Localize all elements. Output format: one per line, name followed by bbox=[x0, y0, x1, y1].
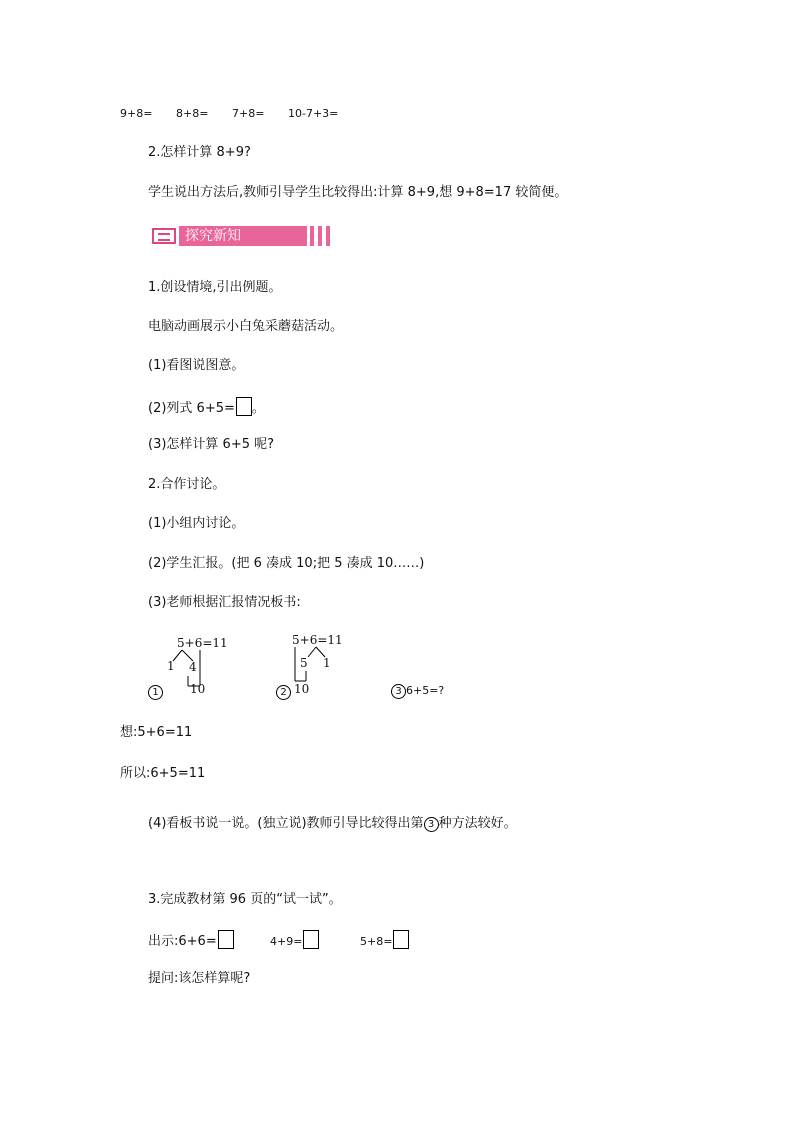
para-8: (2)学生汇报。(把 6 凑成 10;把 5 凑成 10……) bbox=[148, 556, 425, 571]
exercise-3: 7+8= bbox=[232, 107, 265, 120]
banner-stripe bbox=[310, 226, 314, 246]
para-12: 提问:该怎样算呢? bbox=[148, 971, 251, 986]
para-9: (3)老师根据汇报情况板书: bbox=[148, 595, 301, 610]
show-item-3: 5+8= bbox=[360, 935, 393, 948]
para-10-text: (4)看板书说一说。(独立说)教师引导比较得出第 bbox=[148, 816, 424, 831]
answer-box bbox=[218, 930, 234, 949]
diagram-2-part-b: 1 bbox=[323, 656, 331, 670]
q2-title: 2.怎样计算 8+9? bbox=[148, 145, 251, 160]
diagram-1-part-a: 1 bbox=[167, 659, 175, 673]
diagram-2-part-a: 5 bbox=[300, 656, 308, 670]
para-10-end: 种方法较好。 bbox=[438, 816, 517, 831]
exercise-4: 10-7+3= bbox=[288, 107, 339, 120]
para-1: 1.创设情境,引出例题。 bbox=[148, 280, 282, 295]
answer-box bbox=[393, 930, 409, 949]
exercise-1: 9+8= bbox=[120, 107, 153, 120]
para-6: 2.合作讨论。 bbox=[148, 477, 226, 492]
para-10-marker: 3 bbox=[424, 817, 439, 832]
show-item-2-wrap bbox=[270, 930, 319, 950]
q2-text: 学生说出方法后,教师引导学生比较得出:计算 8+9,想 9+8=17 较简便。 bbox=[148, 185, 568, 200]
think-line: 想:5+6=11 bbox=[120, 725, 193, 740]
show-item-3-wrap bbox=[360, 930, 409, 950]
section-number-icon bbox=[152, 228, 176, 244]
diagram-2-equation: 5+6=11 bbox=[292, 633, 343, 647]
show-line bbox=[148, 930, 234, 950]
diagram-2-sum: 10 bbox=[294, 682, 310, 696]
section-title: 探究新知 bbox=[185, 228, 241, 244]
diagram-1-equation: 5+6=11 bbox=[177, 636, 228, 650]
para-11: 3.完成教材第 96 页的“试一试”。 bbox=[148, 892, 342, 907]
para-5: (3)怎样计算 6+5 呢? bbox=[148, 437, 275, 452]
exercise-2: 8+8= bbox=[176, 107, 209, 120]
para-4 bbox=[148, 397, 265, 417]
diagram-1-part-b: 4 bbox=[189, 660, 197, 674]
para-3: (1)看图说图意。 bbox=[148, 358, 245, 373]
para-4-end: 。 bbox=[251, 401, 265, 416]
answer-box bbox=[236, 397, 252, 416]
diagram-3-text: 6+5=? bbox=[406, 684, 445, 697]
marker-2: 2 bbox=[276, 684, 291, 700]
para-10 bbox=[148, 816, 517, 832]
so-line: 所以:6+5=11 bbox=[120, 766, 206, 781]
marker-3: 3 bbox=[391, 684, 406, 699]
show-label: 出示: bbox=[148, 934, 179, 949]
show-item-2: 4+9= bbox=[270, 935, 303, 948]
answer-box bbox=[303, 930, 319, 949]
banner-stripe bbox=[326, 226, 330, 246]
section-title-bar bbox=[179, 226, 307, 246]
marker-1: 1 bbox=[148, 684, 163, 700]
diagram-1-sum: 10 bbox=[190, 682, 206, 696]
banner-stripe bbox=[318, 226, 322, 246]
para-4-text: (2)列式 6+5= bbox=[148, 401, 235, 416]
show-item-1: 6+6= bbox=[178, 934, 217, 949]
section-banner bbox=[150, 226, 333, 246]
para-2: 电脑动画展示小白兔采蘑菇活动。 bbox=[148, 319, 344, 334]
para-7: (1)小组内讨论。 bbox=[148, 516, 245, 531]
board-diagram-3 bbox=[391, 683, 444, 699]
